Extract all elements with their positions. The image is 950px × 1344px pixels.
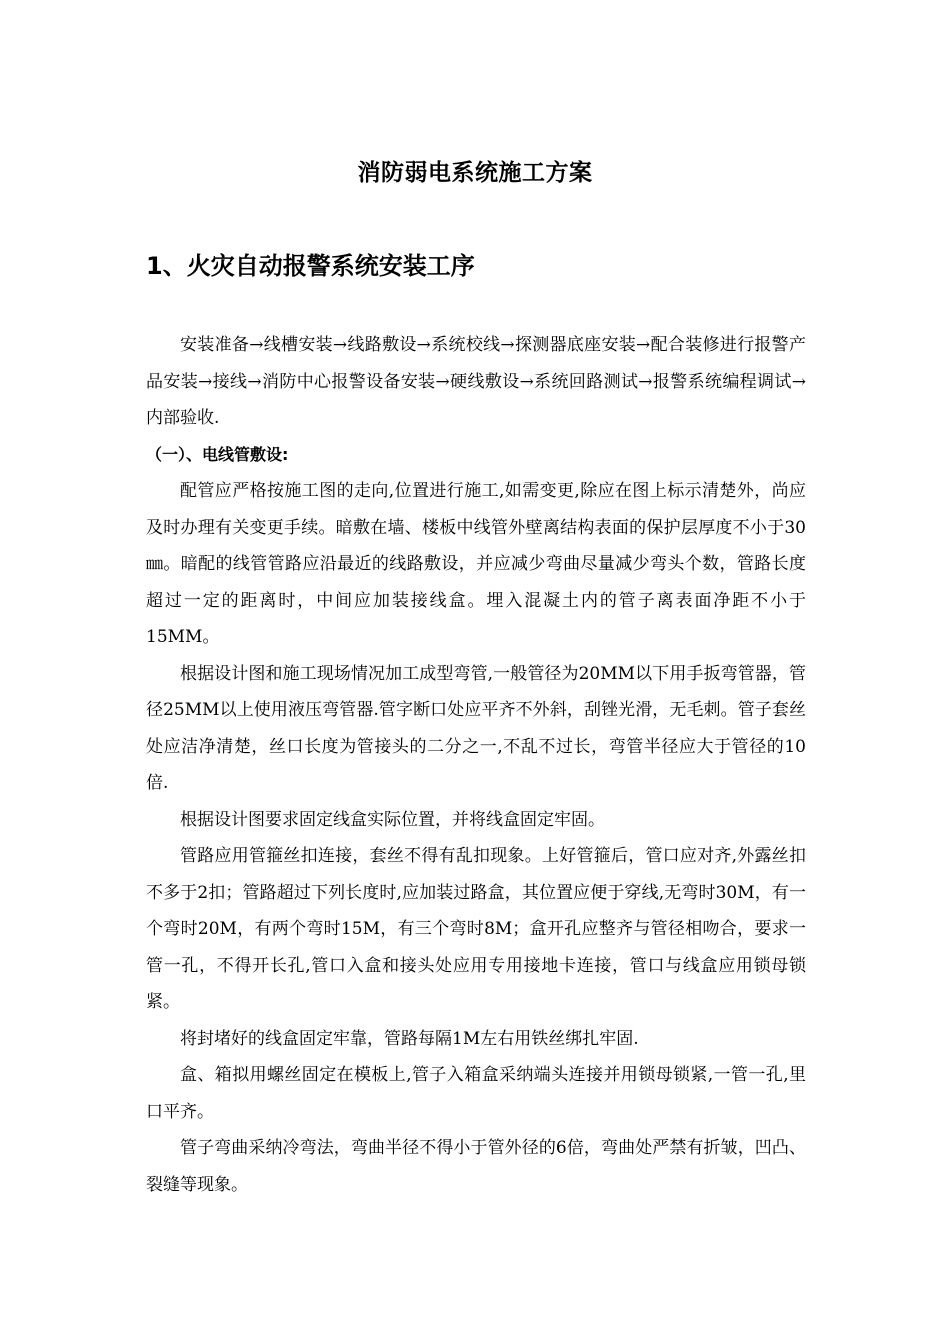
body-paragraph: 管子弯曲采纳冷弯法，弯曲半径不得小于管外径的6倍，弯曲处严禁有折皱，凹凸、裂缝等现象。 — [146, 1138, 806, 1195]
body-paragraph: 将封堵好的线盒固定牢靠，管路每隔1M左右用铁丝绑扎牢固. — [180, 1028, 639, 1049]
intro-paragraph: 安装准备→线槽安装→线路敷设→系统校线→探测器底座安装→配合装修进行报警产品安装→接线→消防中心报警设备安装→硬线敷设→系统回路测试→报警系统编程调试→内部验收. — [146, 335, 806, 428]
body-paragraph: 盒、箱拟用螺丝固定在模板上,管子入箱盒采纳端头连接并用锁母锁紧,一管一孔,里口平齐。 — [146, 1065, 806, 1122]
body-paragraph: 根据设计图要求固定线盒实际位置，并将线盒固定牢固。 — [180, 809, 605, 830]
body-paragraph: 管路应用管箍丝扣连接，套丝不得有乱扣现象。上好管箍后，管口应对齐,外露丝扣不多于2扣；管路超过下列长度时,应加装过路盒，其位置应便于穿线,无弯时30M，有一个弯时20M，有两个弯时15M，有三个弯时8M；盒开孔应整齐与管径相吻合，要求一管一孔，不得开长孔,管口入盒和接头处应用专用接地卡连接，管口与线盒应用锁母锁紧。 — [146, 846, 806, 1012]
body-paragraph: 配管应严格按施工图的走向,位置进行施工,如需变更,除应在图上标示清楚外，尚应及时办理有关变更手续。暗敷在墙、楼板中线管外壁离结构表面的保护层厚度不小于30㎜。暗配的线管管路应沿最近的线路敷设，并应减少弯曲尽量减少弯头个数，管路长度超过一定的距离时，中间应加装接线盒。埋入混凝土内的管子离表面净距不小于15MM。 — [146, 481, 806, 647]
section-heading: 1、火灾自动报警系统安装工序 — [146, 252, 475, 280]
subsection-heading: （一）、电线管敷设: — [146, 444, 289, 464]
document-body — [146, 327, 806, 1203]
document-title: 消防弱电系统施工方案 — [357, 160, 593, 186]
body-paragraph: 根据设计图和施工现场情况加工成型弯管,一般管径为20MM以下用手扳弯管器，管径25MM以上使用液压弯管器.管字断口处应平齐不外斜，刮锉光滑，无毛刺。管子套丝处应洁净清楚，丝口长度为管接头的二分之一,不乱不过长，弯管半径应大于管径的10倍. — [146, 663, 806, 793]
